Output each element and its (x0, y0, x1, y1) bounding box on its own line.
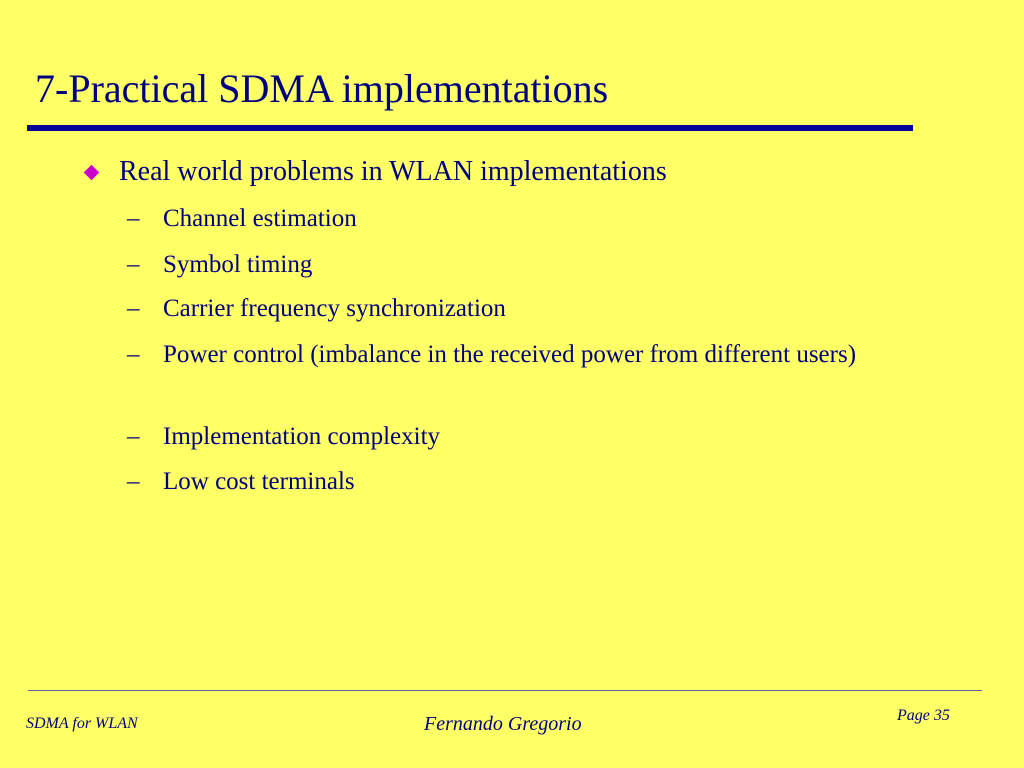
footer-divider (28, 690, 982, 691)
dash-marker: – (127, 205, 140, 232)
title-underline (27, 125, 913, 131)
dash-marker: – (127, 251, 140, 278)
footer-title: SDMA for WLAN (26, 715, 138, 732)
slide-title: 7-Practical SDMA implementations (35, 66, 609, 111)
dash-marker: – (127, 423, 140, 450)
sub-item-text: Power control (imbalance in the received power from different users) (163, 341, 857, 368)
sub-item-text: Low cost terminals (163, 468, 355, 495)
sub-item (127, 201, 863, 237)
diamond-bullet-icon (84, 164, 100, 180)
footer-page-number: Page 35 (897, 707, 950, 724)
sub-item-text: Symbol timing (163, 251, 313, 278)
sub-item-text: Carrier frequency synchronization (163, 295, 506, 322)
sub-item-text: Implementation complexity (163, 423, 441, 450)
main-bullet (80, 152, 667, 192)
dash-marker: – (127, 341, 140, 368)
sub-item (127, 247, 863, 283)
sub-item (127, 419, 863, 455)
sub-item (127, 291, 863, 327)
sub-item-text: Channel estimation (163, 205, 357, 232)
main-bullet-text: Real world problems in WLAN implementations (119, 156, 667, 187)
footer-author: Fernando Gregorio (424, 713, 582, 735)
dash-marker: – (127, 295, 140, 322)
sub-item (127, 337, 863, 373)
dash-marker: – (127, 468, 140, 495)
sub-item (127, 464, 863, 500)
